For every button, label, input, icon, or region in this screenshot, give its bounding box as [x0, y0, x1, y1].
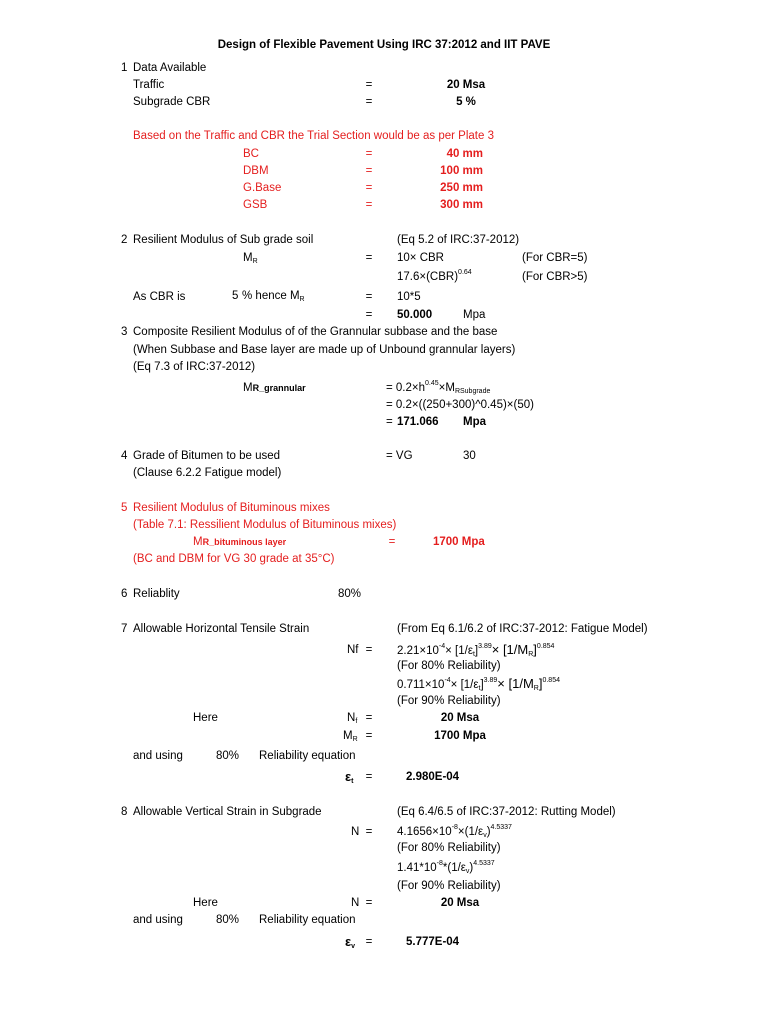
section-5-line-3: (BC and DBM for VG 30 grade at 35°C)	[133, 553, 335, 565]
section-5-number: 5	[121, 502, 128, 514]
section-1-heading: Data Available	[133, 62, 207, 74]
layer-value-gsb: 300 mm	[440, 199, 483, 211]
equals-sign: =	[365, 182, 373, 194]
reliability-equation-label: Reliability equation	[259, 750, 356, 762]
equals-sign: =	[365, 936, 373, 948]
grannular-result: 171.066	[397, 416, 439, 428]
reliability-equation-label: Reliability equation	[259, 914, 356, 926]
layer-name-gbase: G.Base	[243, 182, 282, 194]
section-4-number: 4	[121, 450, 128, 462]
equals-sign: =	[388, 536, 396, 548]
tensile-strain-symbol: $\varepsilon_t$	[345, 769, 354, 785]
mr-symbol: $M_R$	[343, 730, 358, 743]
fatigue-formula-90: $0.711\times 10^{-4}\times [1/\varepsilon_t]^{3.89}\times [1/M_R]^{0.854}$	[397, 676, 560, 692]
formula-cbr-power: 17.6×(CBR)$^{0.64}$	[397, 269, 472, 283]
mr-result-unit: Mpa	[463, 309, 486, 321]
section-7-heading: Allowable Horizontal Tensile Strain	[133, 623, 310, 635]
equals-sign: =	[365, 897, 373, 909]
equals-sign: =	[386, 416, 393, 428]
section-2-reference: (Eq 5.2 of IRC:37-2012)	[397, 234, 520, 246]
mr-value: 1700 Mpa	[434, 730, 486, 742]
here-label: Here	[193, 897, 218, 909]
layer-value-gbase: 250 mm	[440, 182, 483, 194]
formula-cbr-linear-note: (For CBR=5)	[522, 252, 588, 264]
hence-mr-label: % hence $M_R$	[242, 290, 305, 303]
equals-sign: =	[365, 79, 373, 91]
n-symbol: N	[351, 897, 360, 909]
page-title: Design of Flexible Pavement Using IRC 37:2012 and IIT PAVE	[217, 39, 551, 51]
as-cbr-label: As CBR is	[133, 291, 186, 303]
n-value: 20 Msa	[440, 897, 480, 909]
section-8-heading: Allowable Vertical Strain in Subgrade	[133, 806, 322, 818]
section-3-heading: Composite Resilient Modulus of of the Grannular subbase and the base	[133, 326, 498, 338]
bitumen-grade-prefix: = VG	[386, 450, 413, 462]
traffic-label: Traffic	[133, 79, 165, 91]
rutting-formula-80-note: (For 80% Reliability)	[397, 842, 501, 854]
equals-sign: =	[365, 199, 373, 211]
vertical-strain-value: 5.777E-04	[406, 936, 460, 948]
equals-sign: =	[365, 291, 373, 303]
mr-calculation: 10*5	[397, 291, 421, 303]
n-symbol: N	[351, 826, 360, 838]
formula-grannular: = $0.2\times h^{0.45}\times M_{RSubgrade}$	[386, 380, 491, 395]
reliability-label: Reliablity	[133, 588, 180, 600]
equals-sign: =	[365, 96, 373, 108]
formula-grannular-substituted: = 0.2×((250+300)^0.45)×(50)	[386, 399, 534, 411]
section-2-number: 2	[121, 234, 128, 246]
grannular-result-unit: Mpa	[463, 416, 486, 428]
mr-result: 50.000	[397, 309, 433, 321]
rutting-formula-90-note: (For 90% Reliability)	[397, 880, 501, 892]
tensile-strain-value: 2.980E-04	[406, 771, 460, 783]
layer-name-bc: BC	[243, 148, 259, 160]
nf-value: 20 Msa	[440, 712, 480, 724]
mr-symbol: $M_R$	[243, 252, 258, 265]
trial-section-note: Based on the Traffic and CBR the Trial Section would be as per Plate 3	[133, 130, 494, 142]
section-8-number: 8	[121, 806, 128, 818]
and-using-label: and using	[133, 750, 183, 762]
subgrade-cbr-label: Subgrade CBR	[133, 96, 211, 108]
nf-symbol: Nf	[347, 644, 359, 656]
formula-cbr-linear: 10× CBR	[397, 252, 444, 264]
layer-name-dbm: DBM	[243, 165, 269, 177]
cbr-number: 5	[232, 290, 239, 302]
section-7-reference: (From Eq 6.1/6.2 of IRC:37-2012: Fatigue Model)	[397, 623, 648, 635]
rutting-formula-80: $4.1656\times 10^{-8}\times(1/\varepsilon_v)^{4.5337}$	[397, 824, 512, 839]
equals-sign: =	[365, 771, 373, 783]
section-1-number: 1	[121, 62, 128, 74]
equals-sign: =	[365, 252, 373, 264]
equals-sign: =	[365, 309, 373, 321]
rutting-formula-90: $1.41*10^{-8}*(1/\varepsilon_v)^{4.5337}$	[397, 860, 495, 875]
reliability-value: 80%	[338, 588, 362, 600]
section-3-number: 3	[121, 326, 128, 338]
section-5-heading: Resilient Modulus of Bituminous mixes	[133, 502, 330, 514]
layer-name-gsb: GSB	[243, 199, 268, 211]
section-7-number: 7	[121, 623, 128, 635]
equals-sign: =	[365, 712, 373, 724]
vertical-strain-symbol: $\varepsilon_v$	[345, 934, 356, 950]
reliability-percent: 80%	[216, 914, 240, 926]
nf-symbol: $N_f$	[347, 712, 358, 725]
layer-value-dbm: 100 mm	[440, 165, 483, 177]
traffic-value: 20 Msa	[446, 79, 486, 91]
fatigue-formula-80: $2.21\times 10^{-4}\times [1/\varepsilon_t]^{3.89}\times [1/M_R]^{0.854}$	[397, 642, 555, 658]
equals-sign: =	[365, 644, 373, 656]
equals-sign: =	[365, 148, 373, 160]
equals-sign: =	[365, 730, 373, 742]
bitumen-grade-value: 30	[463, 450, 476, 462]
bituminous-modulus-value: 1700 Mpa	[433, 536, 485, 548]
fatigue-formula-80-note: (For 80% Reliability)	[397, 660, 501, 672]
mr-bituminous-symbol: MR_bituminous layer	[193, 536, 287, 548]
section-8-reference: (Eq 6.4/6.5 of IRC:37-2012: Rutting Model)	[397, 806, 616, 818]
section-4-heading: Grade of Bitumen to be used	[133, 450, 281, 462]
section-3-line-2: (When Subbase and Base layer are made up of Unbound grannular layers)	[133, 344, 516, 356]
fatigue-formula-90-note: (For 90% Reliability)	[397, 695, 501, 707]
formula-cbr-power-note: (For CBR>5)	[522, 271, 588, 283]
layer-value-bc: 40 mm	[446, 148, 483, 160]
section-2-heading: Resilient Modulus of Sub grade soil	[133, 234, 314, 246]
section-6-number: 6	[121, 588, 128, 600]
and-using-label: and using	[133, 914, 183, 926]
equals-sign: =	[365, 826, 373, 838]
here-label: Here	[193, 712, 218, 724]
mr-grannular-symbol: MR_grannular	[243, 382, 306, 394]
reliability-percent: 80%	[216, 750, 240, 762]
section-3-line-3: (Eq 7.3 of IRC:37-2012)	[133, 361, 256, 373]
equals-sign: =	[365, 165, 373, 177]
section-4-line-2: (Clause 6.2.2 Fatigue model)	[133, 467, 282, 479]
section-5-line-2: (Table 7.1: Ressilient Modulus of Bituminous mixes)	[133, 519, 397, 531]
subgrade-cbr-value: 5 %	[456, 96, 476, 108]
